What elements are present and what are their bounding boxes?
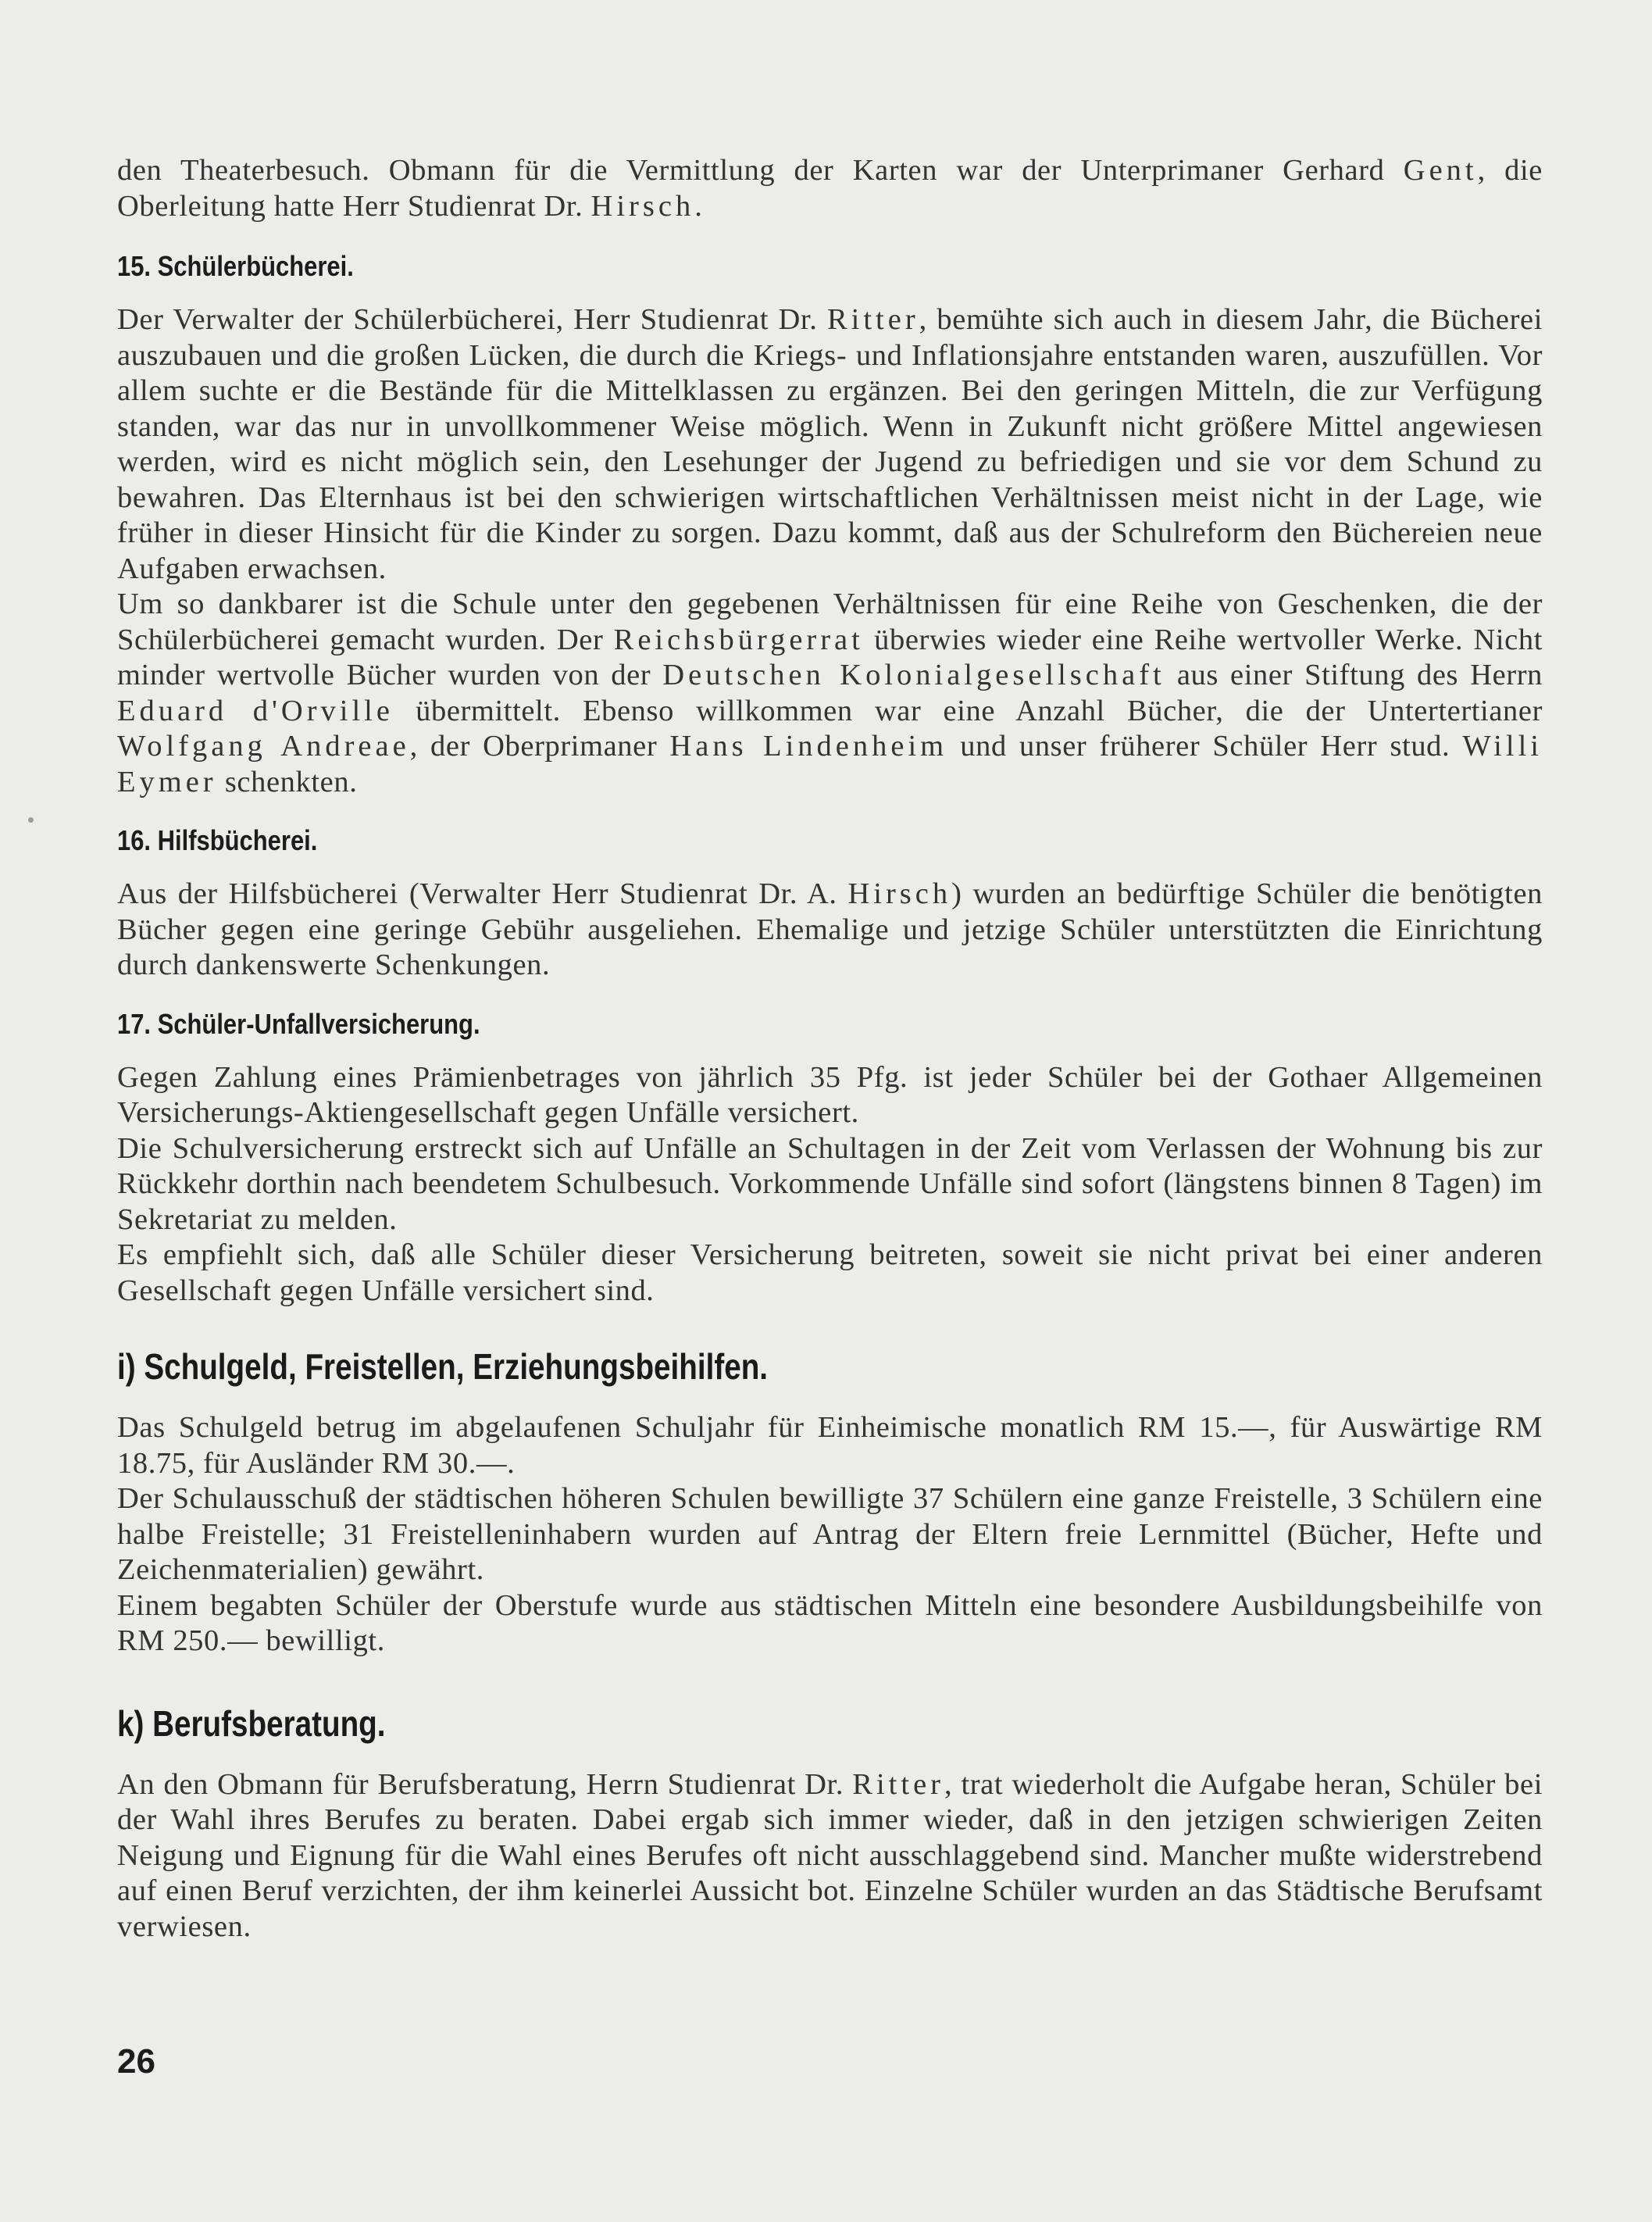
text-run: , bemühte sich auch in diesem Jahr, die Bücherei auszubauen und die großen Lücken, die durch die Kriegs- und Inflationsjahre entstanden waren, auszufüllen. Vor allem suchte er die Bestände für die Mittelklassen zu ergänzen. Bei den geringen Mitteln, die zur Verfügung standen, war das nur in unvollkommener Weise möglich. Wenn in Zukunft nicht größere Mittel angewiesen werden, wird es nicht möglich sein, den Lesehunger der Jugend zu befriedigen und sie vor dem Schund zu bewahren. Das Elternhaus ist bei den schwierigen wirtschaftlichen Verhältnissen meist nicht in der Lage, wie früher in dieser Hinsicht für die Kinder zu sorgen. Dazu kommt, daß aus der Schulreform den Büchereien neue Aufgaben erwachsen.: [117, 303, 1543, 585]
spaced-name: Eduard d'Orville: [117, 694, 394, 727]
text-run: Gegen Zahlung eines Prämienbetrages von jährlich 35 Pfg. ist jeder Schüler bei der Gothaer Allgemeinen Versicherungs-Aktiengesellschaft gegen Unfälle versichert.: [117, 1060, 1543, 1129]
text-run: Aus der Hilfsbücherei (Verwalter Herr Studienrat Dr. A.: [117, 877, 848, 910]
spaced-name: Hirsch: [847, 877, 952, 910]
s17-paragraph-2: [117, 1131, 1543, 1238]
s17-paragraph-3: [117, 1238, 1543, 1309]
spaced-name: Ritter: [852, 1767, 944, 1801]
text-run: ) wurden an bedürftige Schüler die benötigten Bücher gegen eine geringe Gebühr ausgeliehen. Ehemalige und jetzige Schüler unterstützten die Einrichtung durch dankenswerte Schenkungen.: [117, 877, 1543, 981]
text-run: Es empfiehlt sich, daß alle Schüler dieser Versicherung beitreten, soweit sie nicht privat bei einer anderen Gesellschaft gegen Unfälle versichert sind.: [117, 1238, 1543, 1307]
heading-16-hilfsbuecherei: 16. Hilfsbücherei.: [117, 824, 318, 856]
heading-k-berufsberatung: k) Berufsberatung.: [117, 1702, 386, 1744]
text-run: überwies wieder eine Reihe wertvoller Werke. Nicht minder wertvolle Bücher wurden von der: [117, 623, 1543, 691]
spaced-name: Gent: [1403, 154, 1478, 187]
page-content: [117, 153, 1543, 1945]
si-paragraph-3: [117, 1588, 1543, 1659]
text-run: schenkten.: [216, 765, 358, 798]
text-run: Die Schulversicherung erstreckt sich auf Unfälle an Schultagen in der Zeit vom Verlassen der Wohnung bis zur Rückkehr dorthin nach beendetem Schulbesuch. Vorkommende Unfälle sind sofort (längstens binnen 8 Tagen) im Sekretariat zu melden.: [117, 1131, 1543, 1236]
text-run: Das Schulgeld betrug im abgelaufenen Schuljahr für Einheimische monatlich RM 15.—, für Auswärtige RM 18.75, für Ausländer RM 30.—.: [117, 1411, 1543, 1480]
text-run: Der Schulausschuß der städtischen höheren Schulen bewilligte 37 Schülern eine ganze Freistelle, 3 Schülern eine halbe Freistelle; 31 Freistelleninhabern wurden auf Antrag der Eltern freie Lernmittel (Bücher, Hefte und Zeichenmaterialien) gewährt.: [117, 1482, 1543, 1586]
page-number: 26: [117, 2042, 155, 2081]
text-run: und unser früherer Schüler Herr stud.: [947, 730, 1463, 763]
si-paragraph-2: [117, 1481, 1543, 1588]
text-run: Der Verwalter der Schülerbücherei, Herr Studienrat Dr.: [117, 303, 827, 336]
sk-paragraph-1: [117, 1767, 1543, 1945]
text-run: übermittelt. Ebenso willkommen war eine Anzahl Bücher, die der Untertertianer: [393, 694, 1543, 727]
spaced-name: Wolfgang Andreae: [117, 730, 410, 763]
s16-paragraph-1: [117, 877, 1543, 984]
spaced-name: Hans Lindenheim: [669, 730, 948, 763]
margin-speck: [28, 817, 34, 823]
spaced-name: Deutschen Kolonialgesellschaft: [662, 659, 1165, 691]
spaced-name: Willi Eymer: [117, 730, 1543, 798]
text-run: , trat wiederholt die Aufgabe heran, Schüler bei der Wahl ihres Berufes zu beraten. Dabei ergab sich immer wieder, daß in den jetzigen schwierigen Zeiten Neigung und Eignung für die Wahl eines Berufes oft nicht ausschlaggebend sind. Mancher mußte widerstrebend auf einen Beruf verzichten, der ihm keinerlei Aussicht bot. Einzelne Schüler wurden an das Städtische Berufsamt verwiesen.: [117, 1767, 1543, 1943]
text-run: den Theaterbesuch. Obmann für die Vermittlung der Karten war der Unterprimaner Gerhard: [117, 154, 1404, 187]
intro-paragraph: [117, 153, 1543, 224]
si-paragraph-1: [117, 1410, 1543, 1481]
text-run: , der Oberprimaner: [409, 730, 670, 763]
heading-15-schuelerbuecherei: 15. Schülerbücherei.: [117, 250, 354, 282]
spaced-name: Reichsbürgerrat: [613, 623, 864, 656]
text-run: An den Obmann für Berufsberatung, Herrn Studienrat Dr.: [117, 1767, 853, 1801]
text-run: , die Oberleitung hatte Herr Studienrat Dr.: [117, 154, 1543, 223]
s15-paragraph-2: [117, 587, 1543, 800]
s17-paragraph-1: [117, 1060, 1543, 1131]
heading-i-schulgeld: i) Schulgeld, Freistellen, Erziehungsbeihilfen.: [117, 1346, 769, 1387]
s15-paragraph-1: [117, 302, 1543, 587]
heading-17-unfallversicherung: 17. Schüler-Unfallversicherung.: [117, 1007, 480, 1040]
spaced-name: Hirsch: [591, 189, 695, 223]
text-run: Einem begabten Schüler der Oberstufe wurde aus städtischen Mitteln eine besondere Ausbildungsbeihilfe von RM 250.— bewilligt.: [117, 1588, 1543, 1657]
text-run: .: [694, 189, 703, 223]
text-run: aus einer Stiftung des Herrn: [1165, 659, 1543, 691]
spaced-name: Ritter: [826, 303, 919, 336]
text-run: Um so dankbarer ist die Schule unter den gegebenen Verhältnissen für eine Reihe von Geschenken, die der Schülerbücherei gemacht wurden. Der: [117, 588, 1543, 656]
